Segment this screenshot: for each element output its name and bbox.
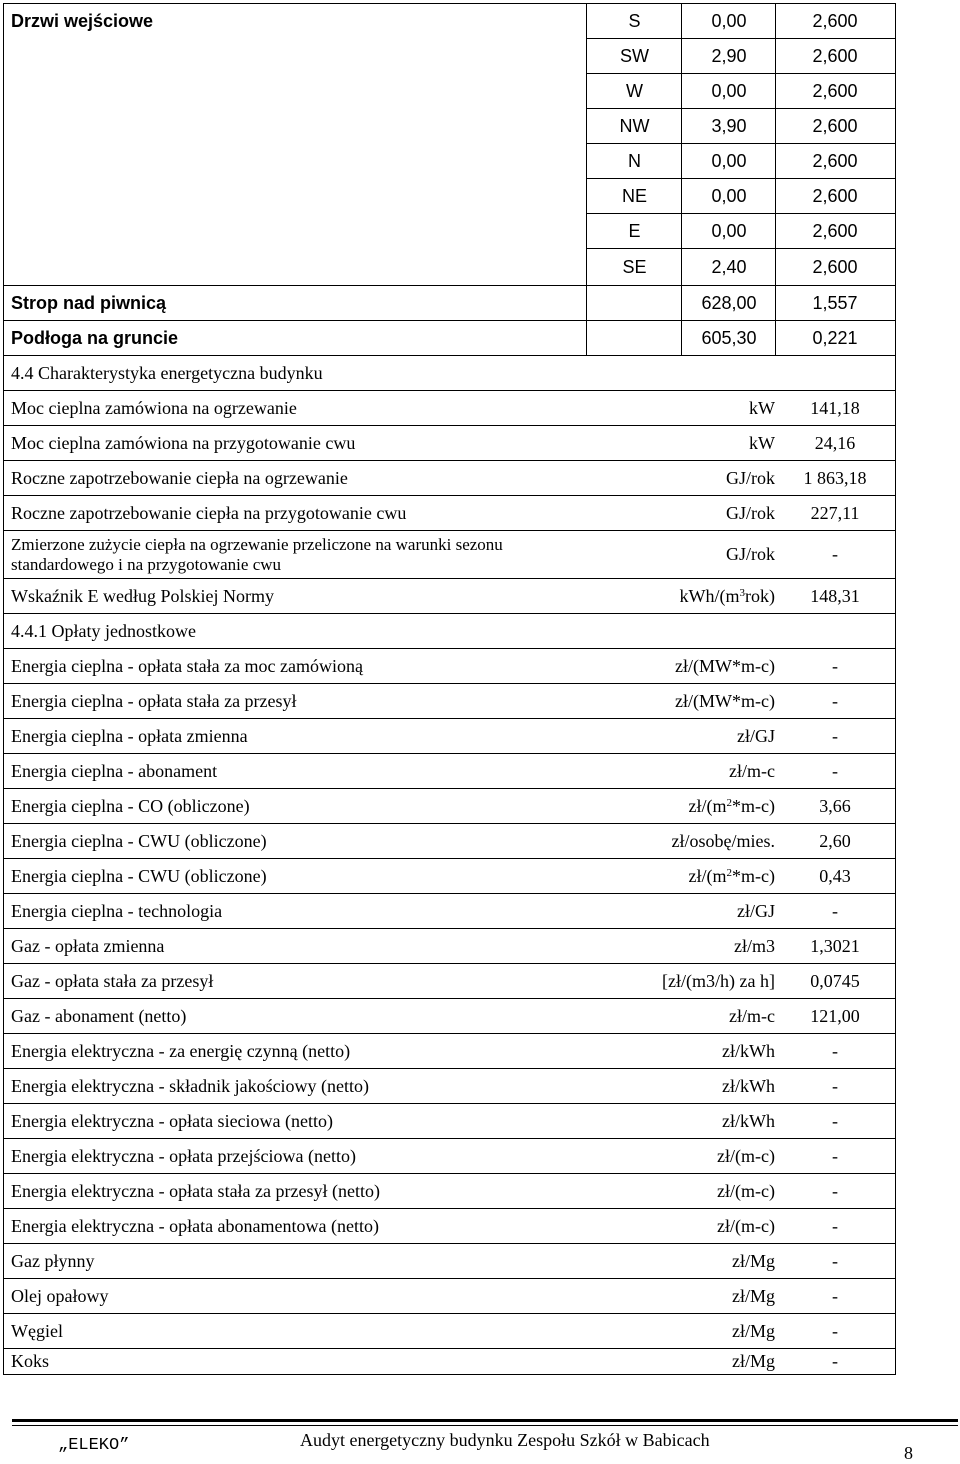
unit-cell: zł/GJ — [737, 725, 775, 746]
value-cell: - — [832, 655, 838, 676]
column-divider — [681, 4, 682, 286]
value-cell: 3,66 — [819, 795, 851, 816]
fee-row — [4, 754, 895, 789]
value-cell: 148,31 — [810, 585, 860, 606]
value-cell: - — [832, 1250, 838, 1271]
fee-row — [4, 1244, 895, 1279]
direction-cell: SW — [620, 45, 649, 66]
direction-cell: S — [628, 10, 641, 31]
section-heading — [4, 356, 895, 391]
row-label: Roczne zapotrzebowanie ciepła na przygotowanie cwu — [11, 502, 407, 523]
value-cell: - — [832, 1320, 838, 1341]
energy-row — [4, 496, 895, 531]
fee-row — [4, 1349, 895, 1374]
energy-row — [4, 579, 895, 614]
value-cell: 0,0745 — [810, 970, 860, 991]
row-label: Gaz - opłata zmienna — [11, 935, 165, 956]
value-cell: - — [832, 725, 838, 746]
u-value-cell: 2,600 — [812, 220, 858, 241]
u-value-cell: 2,600 — [812, 150, 858, 171]
value-cell: - — [832, 1215, 838, 1236]
page-number: 8 — [904, 1443, 913, 1463]
fee-row — [4, 964, 895, 999]
column-divider — [681, 286, 682, 320]
door-row — [587, 109, 895, 144]
value-cell: 0,43 — [819, 865, 851, 886]
value-cell: 0,00 — [711, 10, 747, 31]
unit-cell: GJ/rok — [726, 467, 775, 488]
unit-cell: zł/GJ — [737, 900, 775, 921]
unit-cell: zł/(m-c) — [717, 1180, 775, 1201]
value-cell: - — [832, 900, 838, 921]
area-cell: 605,30 — [701, 327, 757, 348]
door-row — [587, 4, 895, 39]
direction-cell: NW — [619, 115, 650, 136]
unit-cell: zł/(m $^2$ *m-c) — [688, 795, 775, 816]
u-value-cell: 2,600 — [812, 10, 858, 31]
fee-row — [4, 684, 895, 719]
footer-company: „ELEKO” — [58, 1436, 130, 1455]
unit-cell: zł/(m-c) — [717, 1145, 775, 1166]
direction-cell: SE — [622, 257, 647, 277]
value-cell: 2,40 — [711, 257, 747, 277]
unit-cell: [zł/(m3/h) za h] — [662, 970, 775, 991]
fee-row — [4, 1314, 895, 1349]
unit-cell: kWh/(m $^3$ rok) — [679, 585, 775, 606]
value-cell: 1,3021 — [810, 935, 860, 956]
footer-title: Audyt energetyczny budynku Zespołu Szkół w Babicach — [300, 1430, 710, 1450]
u-value-cell: 2,600 — [812, 257, 858, 277]
direction-cell: N — [628, 150, 641, 171]
fee-row — [4, 1279, 895, 1314]
value-cell: 3,90 — [711, 115, 747, 136]
door-row — [587, 179, 895, 214]
value-cell: 24,16 — [814, 432, 856, 453]
door-row — [587, 74, 895, 109]
value-cell: 1 863,18 — [803, 467, 867, 488]
row-label: Energia cieplna - CO (obliczone) — [11, 795, 250, 816]
value-cell: 141,18 — [810, 397, 860, 418]
value-cell: 0,00 — [711, 220, 747, 241]
section-heading — [4, 614, 895, 649]
unit-cell: kW — [749, 397, 775, 418]
row-label: Energia elektryczna - za energię czynną (netto) — [11, 1040, 351, 1061]
row-label: Roczne zapotrzebowanie ciepła na ogrzewanie — [11, 467, 348, 488]
value-cell: 0,00 — [711, 150, 747, 171]
door-row — [587, 144, 895, 179]
row-label: Energia elektryczna - składnik jakościowy (netto) — [11, 1075, 370, 1096]
unit-cell: zł/Mg — [732, 1285, 775, 1306]
footer-rule-thin — [12, 1425, 958, 1426]
column-divider — [586, 286, 587, 320]
unit-cell: zł/Mg — [732, 1320, 775, 1341]
value-cell: 227,11 — [810, 502, 860, 523]
energy-row — [4, 461, 895, 496]
unit-cell: zł/(m $^2$ *m-c) — [688, 865, 775, 886]
row-label: Gaz - abonament (netto) — [11, 1005, 187, 1026]
direction-cell: NE — [621, 185, 647, 206]
unit-cell: zł/kWh — [722, 1110, 775, 1131]
value-cell: 121,00 — [810, 1005, 860, 1026]
unit-cell: zł/(MW*m-c) — [675, 690, 775, 711]
value-cell: 0,00 — [711, 185, 747, 206]
value-cell: - — [832, 1285, 838, 1306]
section-title: 4.4.1 Opłaty jednostkowe — [11, 620, 196, 641]
door-row — [587, 249, 895, 286]
unit-cell: zł/Mg — [732, 1250, 775, 1271]
value-cell: 2,90 — [711, 45, 747, 66]
partition-label: Strop nad piwnicą — [11, 292, 167, 313]
column-divider — [775, 4, 776, 286]
row-label: Olej opałowy — [11, 1285, 109, 1306]
doors-label: Drzwi wejściowe — [11, 10, 154, 31]
row-label: Węgiel — [11, 1320, 63, 1341]
unit-cell: zł/kWh — [722, 1040, 775, 1061]
row-label: Energia cieplna - CWU (obliczone) — [11, 830, 267, 851]
fee-row — [4, 1034, 895, 1069]
door-row — [587, 214, 895, 249]
row-label: Energia cieplna - opłata zmienna — [11, 725, 248, 746]
energy-row — [4, 391, 895, 426]
u-value-cell: 2,600 — [812, 115, 858, 136]
unit-cell: kW — [749, 432, 775, 453]
direction-cell: W — [626, 80, 643, 101]
footer-rule-thick — [12, 1419, 958, 1422]
value-cell: 2,60 — [819, 830, 851, 851]
area-cell: 628,00 — [701, 292, 757, 313]
value-cell: - — [832, 1110, 838, 1131]
row-label: Energia elektryczna - opłata stała za przesył (netto) — [11, 1180, 380, 1201]
fee-row — [4, 1139, 895, 1174]
column-divider — [586, 321, 587, 355]
value-cell: - — [832, 1145, 838, 1166]
partition-row — [4, 286, 895, 321]
fee-row — [4, 824, 895, 859]
unit-cell: zł/kWh — [722, 1075, 775, 1096]
partition-label: Podłoga na gruncie — [11, 327, 179, 348]
fee-row — [4, 929, 895, 964]
u-value-cell: 2,600 — [812, 185, 858, 206]
row-label: Koks — [11, 1351, 50, 1371]
row-label: Energia elektryczna - opłata sieciowa (netto) — [11, 1110, 334, 1131]
row-label: Gaz - opłata stała za przesył — [11, 970, 214, 991]
value-cell: - — [832, 760, 838, 781]
fee-row — [4, 1209, 895, 1244]
unit-cell: zł/Mg — [732, 1351, 775, 1371]
row-label: Wskaźnik E według Polskiej Normy — [11, 585, 274, 606]
fee-row — [4, 894, 895, 929]
fee-row — [4, 1069, 895, 1104]
row-label: Energia elektryczna - opłata przejściowa (netto) — [11, 1145, 356, 1166]
fee-row — [4, 649, 895, 684]
fee-row — [4, 1104, 895, 1139]
value-cell: - — [832, 1075, 838, 1096]
unit-cell: GJ/rok — [726, 544, 775, 564]
column-divider — [681, 321, 682, 355]
fee-row — [4, 859, 895, 894]
fee-row — [4, 719, 895, 754]
partition-row — [4, 321, 895, 356]
unit-cell: zł/m-c — [729, 760, 775, 781]
u-value-cell: 0,221 — [812, 327, 858, 348]
unit-cell: zł/osobę/mies. — [671, 830, 775, 851]
door-row — [587, 39, 895, 74]
unit-cell: zł/m-c — [729, 1005, 775, 1026]
document-table — [3, 3, 896, 1375]
row-label: Energia cieplna - opłata stała za przesył — [11, 690, 297, 711]
row-label: Zmierzone zużycie ciepła na ogrzewanie przeliczone na warunki sezonu standardowego i na przygotowanie cwu — [11, 534, 503, 574]
row-label: Gaz płynny — [11, 1250, 95, 1271]
unit-cell: GJ/rok — [726, 502, 775, 523]
row-label: Energia cieplna - abonament — [11, 760, 218, 781]
row-label: Energia elektryczna - opłata abonamentowa (netto) — [11, 1215, 379, 1236]
value-cell: - — [832, 1180, 838, 1201]
row-label: Moc cieplna zamówiona na ogrzewanie — [11, 397, 297, 418]
row-label: Moc cieplna zamówiona na przygotowanie cwu — [11, 432, 356, 453]
unit-cell: zł/(m-c) — [717, 1215, 775, 1236]
value-cell: - — [832, 544, 838, 564]
unit-cell: zł/m3 — [734, 935, 775, 956]
fee-row — [4, 1174, 895, 1209]
row-label: Energia cieplna - technologia — [11, 900, 223, 921]
unit-cell: zł/(MW*m-c) — [675, 655, 775, 676]
row-label: Energia cieplna - opłata stała za moc zamówioną — [11, 655, 364, 676]
fee-row — [4, 789, 895, 824]
value-cell: - — [832, 1351, 838, 1371]
energy-row — [4, 426, 895, 461]
value-cell: 0,00 — [711, 80, 747, 101]
u-value-cell: 1,557 — [812, 292, 858, 313]
section-title: 4.4 Charakterystyka energetyczna budynku — [11, 362, 323, 383]
fee-row — [4, 999, 895, 1034]
direction-cell: E — [628, 220, 641, 241]
value-cell: - — [832, 690, 838, 711]
u-value-cell: 2,600 — [812, 80, 858, 101]
energy-row — [4, 531, 895, 579]
u-value-cell: 2,600 — [812, 45, 858, 66]
row-label: Energia cieplna - CWU (obliczone) — [11, 865, 267, 886]
value-cell: - — [832, 1040, 838, 1061]
